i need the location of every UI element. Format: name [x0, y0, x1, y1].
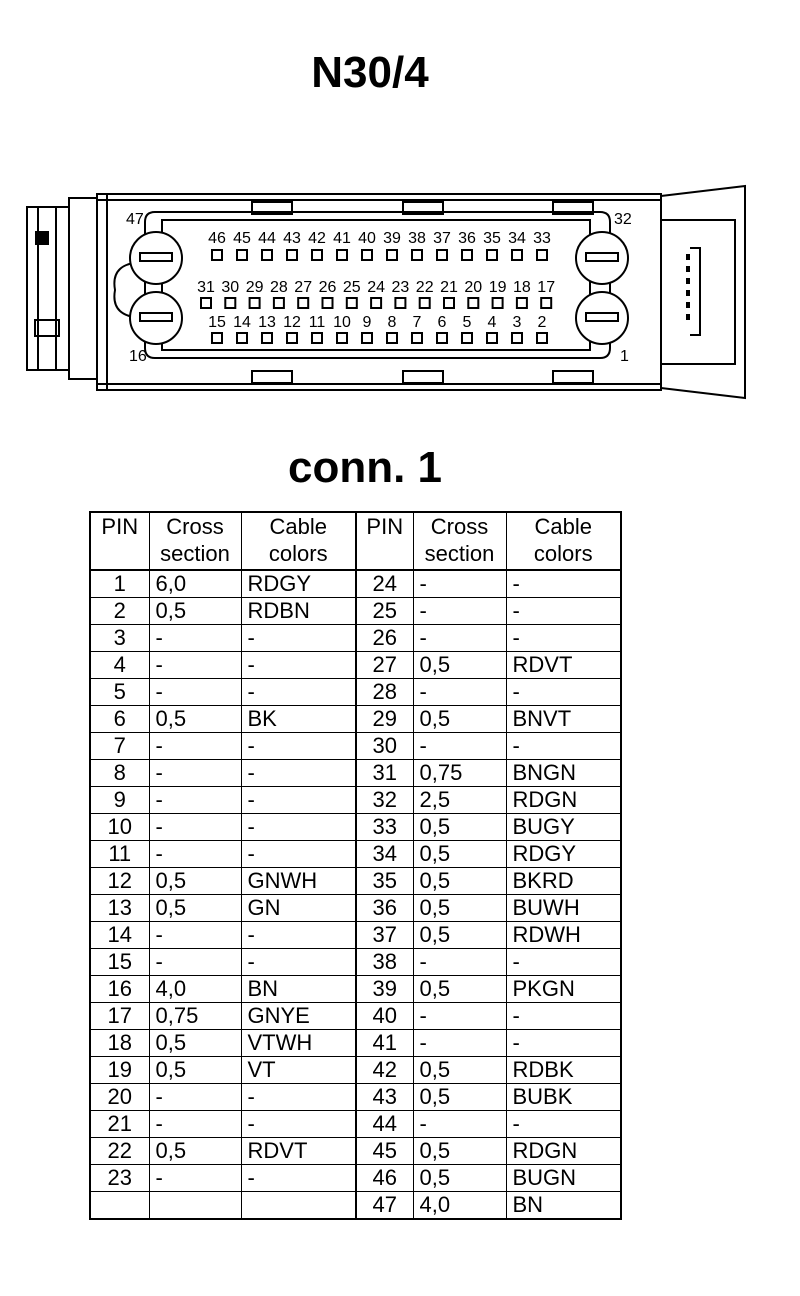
pin-socket: [250, 298, 260, 308]
table-row: [90, 679, 621, 706]
pin-label: 44: [258, 230, 276, 247]
pin-socket: [512, 333, 522, 343]
cell-cable-colors: BUGN: [506, 1165, 621, 1192]
pin-socket: [287, 333, 297, 343]
cell-cross-section: -: [149, 625, 241, 652]
pin-socket: [387, 250, 397, 260]
header-cross-section: Cross section: [149, 512, 241, 570]
pin-socket: [274, 298, 284, 308]
cell-cable-colors: BKRD: [506, 868, 621, 895]
table-row: [90, 652, 621, 679]
pin-socket: [420, 298, 430, 308]
cell-cross-section: 0,5: [413, 976, 506, 1003]
cell-pin: 8: [90, 760, 149, 787]
cell-cross-section: 0,75: [413, 760, 506, 787]
pin-label: 41: [333, 230, 351, 247]
pin-label: 23: [391, 279, 410, 296]
cell-cross-section: 0,75: [149, 1003, 241, 1030]
cell-pin: 23: [90, 1165, 149, 1192]
cell-pin: 21: [90, 1111, 149, 1138]
pin-label: 6: [437, 314, 447, 331]
cell-pin: 27: [356, 652, 413, 679]
pin-socket: [347, 298, 357, 308]
pin-label: 42: [308, 230, 326, 247]
cell-pin: 3: [90, 625, 149, 652]
cell-pin: 29: [356, 706, 413, 733]
pin-label: 45: [233, 230, 251, 247]
pin-label: 3: [512, 314, 522, 331]
cell-cable-colors: VTWH: [241, 1030, 356, 1057]
connector-title: conn. 1: [287, 443, 443, 492]
table-row: [90, 922, 621, 949]
pin-socket: [262, 250, 272, 260]
pin-socket: [462, 250, 472, 260]
pin-socket: [298, 298, 308, 308]
pin-label: 40: [358, 230, 376, 247]
pin-socket: [371, 298, 381, 308]
cell-pin: 7: [90, 733, 149, 760]
cell-cross-section: -: [413, 1030, 506, 1057]
cell-cable-colors: -: [506, 1003, 621, 1030]
cell-cable-colors: GN: [241, 895, 356, 922]
cell-cable-colors: BUBK: [506, 1084, 621, 1111]
cell-cross-section: 0,5: [413, 841, 506, 868]
cell-pin: 18: [90, 1030, 149, 1057]
pin-socket: [541, 298, 551, 308]
cell-cable-colors: GNYE: [241, 1003, 356, 1030]
cell-cable-colors: -: [241, 841, 356, 868]
pin-label: 38: [408, 230, 426, 247]
pin-label: 10: [333, 314, 351, 331]
pin-label: 9: [362, 314, 372, 331]
table-row: [90, 570, 621, 598]
cell-cross-section: -: [149, 1165, 241, 1192]
cell-cross-section: -: [149, 787, 241, 814]
cell-cross-section: 0,5: [149, 1030, 241, 1057]
cell-cable-colors: -: [241, 760, 356, 787]
cell-cross-section: 4,0: [413, 1192, 506, 1220]
pin-socket: [487, 250, 497, 260]
table-row: [90, 1084, 621, 1111]
pin-socket: [487, 333, 497, 343]
cell-pin: 34: [356, 841, 413, 868]
pin-socket: [287, 250, 297, 260]
cell-pin: 14: [90, 922, 149, 949]
cell-cross-section: 0,5: [149, 598, 241, 625]
cell-pin: 24: [356, 570, 413, 598]
cell-cable-colors: GNWH: [241, 868, 356, 895]
table-row: [90, 1165, 621, 1192]
cell-cross-section: [149, 1192, 241, 1220]
cell-pin: 13: [90, 895, 149, 922]
pin-label: 24: [367, 279, 385, 296]
table-row: [90, 895, 621, 922]
cell-cable-colors: -: [506, 949, 621, 976]
table-row: [90, 625, 621, 652]
cell-cross-section: -: [149, 733, 241, 760]
cell-pin: 22: [90, 1138, 149, 1165]
pin-label: 15: [208, 314, 226, 331]
cell-pin: 9: [90, 787, 149, 814]
table-row: [90, 1003, 621, 1030]
cell-cable-colors: -: [241, 625, 356, 652]
cell-cable-colors: -: [506, 598, 621, 625]
cell-pin: 10: [90, 814, 149, 841]
cell-cross-section: -: [413, 679, 506, 706]
cell-cable-colors: -: [506, 625, 621, 652]
pin-label-47: 47: [126, 211, 144, 228]
cell-cross-section: 0,5: [149, 706, 241, 733]
cell-pin: 43: [356, 1084, 413, 1111]
pin-label: 39: [383, 230, 401, 247]
pin-socket: [387, 333, 397, 343]
cell-cable-colors: RDBN: [241, 598, 356, 625]
cell-pin: 28: [356, 679, 413, 706]
cell-pin: 31: [356, 760, 413, 787]
cell-cross-section: -: [149, 814, 241, 841]
cell-cable-colors: RDGN: [506, 1138, 621, 1165]
cell-cable-colors: -: [506, 1030, 621, 1057]
cell-cable-colors: -: [241, 922, 356, 949]
cell-cable-colors: RDVT: [241, 1138, 356, 1165]
pin-socket: [262, 333, 272, 343]
cell-pin: 45: [356, 1138, 413, 1165]
page-title: N30/4: [311, 48, 429, 97]
cell-cross-section: 0,5: [149, 868, 241, 895]
cell-cable-colors: -: [241, 652, 356, 679]
pin-table: [89, 511, 622, 1220]
table-row: [90, 814, 621, 841]
pin-label: 30: [221, 279, 240, 296]
cell-cross-section: -: [149, 760, 241, 787]
cell-cross-section: 0,5: [149, 1057, 241, 1084]
cell-cross-section: -: [413, 1003, 506, 1030]
cell-cross-section: 2,5: [413, 787, 506, 814]
pin-label: 31: [197, 279, 215, 296]
pin-label: 7: [412, 314, 422, 331]
pin-label: 28: [270, 279, 288, 296]
cell-cross-section: -: [149, 922, 241, 949]
cell-cable-colors: RDVT: [506, 652, 621, 679]
cell-cross-section: 0,5: [413, 1057, 506, 1084]
cell-pin: 36: [356, 895, 413, 922]
cell-cross-section: 4,0: [149, 976, 241, 1003]
pin-label: 33: [533, 230, 551, 247]
pin-label: 22: [415, 279, 434, 296]
cell-cable-colors: BN: [241, 976, 356, 1003]
cell-cable-colors: -: [241, 1165, 356, 1192]
table-row: [90, 1192, 621, 1220]
pin-label: 29: [245, 279, 264, 296]
cell-cable-colors: -: [241, 1111, 356, 1138]
pin-socket: [537, 250, 547, 260]
cell-pin: 33: [356, 814, 413, 841]
cell-pin: 15: [90, 949, 149, 976]
cell-pin: 39: [356, 976, 413, 1003]
cell-cable-colors: -: [241, 733, 356, 760]
table-row: [90, 868, 621, 895]
cell-pin: 5: [90, 679, 149, 706]
cell-cable-colors: BNVT: [506, 706, 621, 733]
table-header: [90, 512, 621, 570]
pin-socket: [412, 333, 422, 343]
pin-label: 26: [318, 279, 337, 296]
cell-cable-colors: BK: [241, 706, 356, 733]
cell-cable-colors: RDGN: [506, 787, 621, 814]
cell-cable-colors: [241, 1192, 356, 1220]
cell-cable-colors: RDGY: [241, 570, 356, 598]
cell-cable-colors: -: [241, 814, 356, 841]
cell-cross-section: -: [413, 733, 506, 760]
cell-cross-section: -: [413, 949, 506, 976]
pin-socket: [512, 250, 522, 260]
cell-cross-section: 0,5: [413, 922, 506, 949]
cell-pin: 30: [356, 733, 413, 760]
cell-cross-section: 0,5: [413, 1165, 506, 1192]
pin-label: 46: [208, 230, 226, 247]
pin-socket: [537, 333, 547, 343]
cell-pin: 19: [90, 1057, 149, 1084]
pin-label: 34: [508, 230, 526, 247]
pin-socket: [212, 333, 222, 343]
pin-socket: [395, 298, 405, 308]
pin-label: 5: [462, 314, 472, 331]
pin-label: 17: [537, 279, 556, 296]
table-row: [90, 598, 621, 625]
pin-label-16: 16: [129, 348, 147, 365]
cell-pin: 35: [356, 868, 413, 895]
pin-label-1: 1: [620, 348, 629, 365]
table-row: [90, 706, 621, 733]
pin-label: 13: [258, 314, 276, 331]
header-pin: PIN: [90, 512, 149, 570]
table-row: [90, 733, 621, 760]
pin-label: 18: [513, 279, 531, 296]
pin-socket: [437, 333, 447, 343]
pin-socket: [225, 298, 235, 308]
pin-label: 19: [488, 279, 507, 296]
pin-socket: [444, 298, 454, 308]
cell-cross-section: 0,5: [413, 652, 506, 679]
cell-pin: 40: [356, 1003, 413, 1030]
pin-socket: [362, 250, 372, 260]
cell-cable-colors: -: [506, 679, 621, 706]
pin-label: 14: [233, 314, 251, 331]
cell-cable-colors: RDBK: [506, 1057, 621, 1084]
cell-pin: 17: [90, 1003, 149, 1030]
pin-label: 43: [283, 230, 301, 247]
cell-pin: 47: [356, 1192, 413, 1220]
cell-cable-colors: -: [506, 733, 621, 760]
cell-pin: 44: [356, 1111, 413, 1138]
cell-cable-colors: -: [241, 1084, 356, 1111]
pin-socket: [212, 250, 222, 260]
cell-pin: 46: [356, 1165, 413, 1192]
table-row: [90, 1057, 621, 1084]
pin-socket: [362, 333, 372, 343]
cell-cable-colors: -: [506, 1111, 621, 1138]
cell-cable-colors: VT: [241, 1057, 356, 1084]
cell-cross-section: -: [149, 841, 241, 868]
pin-label: 35: [483, 230, 501, 247]
pin-label: 20: [464, 279, 483, 296]
cell-pin: 41: [356, 1030, 413, 1057]
cell-cable-colors: -: [506, 570, 621, 598]
cell-pin: 4: [90, 652, 149, 679]
cell-pin: 38: [356, 949, 413, 976]
pin-socket: [468, 298, 478, 308]
pin-socket: [201, 298, 211, 308]
cell-cross-section: -: [413, 1111, 506, 1138]
pin-socket: [337, 333, 347, 343]
cell-cable-colors: PKGN: [506, 976, 621, 1003]
cell-cable-colors: BNGN: [506, 760, 621, 787]
cell-pin: 12: [90, 868, 149, 895]
table-row: [90, 760, 621, 787]
pin-socket: [437, 250, 447, 260]
cell-cross-section: -: [413, 625, 506, 652]
cell-cross-section: -: [149, 949, 241, 976]
cell-pin: 26: [356, 625, 413, 652]
header-cross-section: Cross section: [413, 512, 506, 570]
cell-cross-section: -: [149, 679, 241, 706]
cell-pin: [90, 1192, 149, 1220]
pin-socket: [412, 250, 422, 260]
table-row: [90, 841, 621, 868]
header-cable-colors: Cable colors: [506, 512, 621, 570]
cell-cross-section: 0,5: [413, 1084, 506, 1111]
cell-pin: 1: [90, 570, 149, 598]
cell-cable-colors: BUWH: [506, 895, 621, 922]
pin-label: 12: [283, 314, 301, 331]
header-pin: PIN: [356, 512, 413, 570]
pin-socket: [237, 250, 247, 260]
table-row: [90, 976, 621, 1003]
table-row: [90, 1030, 621, 1057]
connector-comb: [686, 254, 690, 320]
cell-pin: 37: [356, 922, 413, 949]
cell-cross-section: 0,5: [413, 868, 506, 895]
table-row: [90, 1111, 621, 1138]
cell-pin: 6: [90, 706, 149, 733]
pin-socket: [462, 333, 472, 343]
cell-pin: 42: [356, 1057, 413, 1084]
pin-label: 25: [342, 279, 361, 296]
cell-cross-section: 0,5: [413, 895, 506, 922]
pin-socket: [312, 250, 322, 260]
header-cable-colors: Cable colors: [241, 512, 356, 570]
cell-cross-section: 0,5: [149, 895, 241, 922]
cell-cable-colors: -: [241, 787, 356, 814]
cell-pin: 20: [90, 1084, 149, 1111]
pin-socket: [237, 333, 247, 343]
cell-cross-section: 0,5: [413, 814, 506, 841]
pin-socket: [493, 298, 503, 308]
cell-cross-section: -: [149, 652, 241, 679]
cell-cross-section: -: [413, 598, 506, 625]
pin-socket: [323, 298, 333, 308]
table-row: [90, 1138, 621, 1165]
pin-socket: [337, 250, 347, 260]
pin-label: 2: [537, 314, 547, 331]
cell-pin: 2: [90, 598, 149, 625]
pin-label: 11: [308, 314, 326, 331]
pin-label: 4: [487, 314, 497, 331]
cell-cross-section: -: [149, 1111, 241, 1138]
cell-cross-section: 0,5: [413, 706, 506, 733]
pin-socket: [517, 298, 527, 308]
pin-label: 37: [433, 230, 451, 247]
cell-cable-colors: RDWH: [506, 922, 621, 949]
pin-label: 21: [440, 279, 458, 296]
table-row: [90, 787, 621, 814]
pin-label: 27: [294, 279, 313, 296]
cell-cable-colors: -: [241, 679, 356, 706]
pin-label: 36: [458, 230, 476, 247]
cell-cross-section: 6,0: [149, 570, 241, 598]
cell-cross-section: 0,5: [413, 1138, 506, 1165]
cell-pin: 32: [356, 787, 413, 814]
pin-label-32: 32: [614, 211, 632, 228]
cell-cross-section: 0,5: [149, 1138, 241, 1165]
table-row: [90, 949, 621, 976]
cell-pin: 11: [90, 841, 149, 868]
cell-cable-colors: -: [241, 949, 356, 976]
cell-cross-section: -: [413, 570, 506, 598]
connector-diagram: [0, 0, 800, 430]
cell-cable-colors: BN: [506, 1192, 621, 1220]
pin-socket: [312, 333, 322, 343]
cell-cable-colors: RDGY: [506, 841, 621, 868]
pin-label: 8: [387, 314, 397, 331]
cell-pin: 16: [90, 976, 149, 1003]
cell-pin: 25: [356, 598, 413, 625]
cell-cross-section: -: [149, 1084, 241, 1111]
cell-cable-colors: BUGY: [506, 814, 621, 841]
